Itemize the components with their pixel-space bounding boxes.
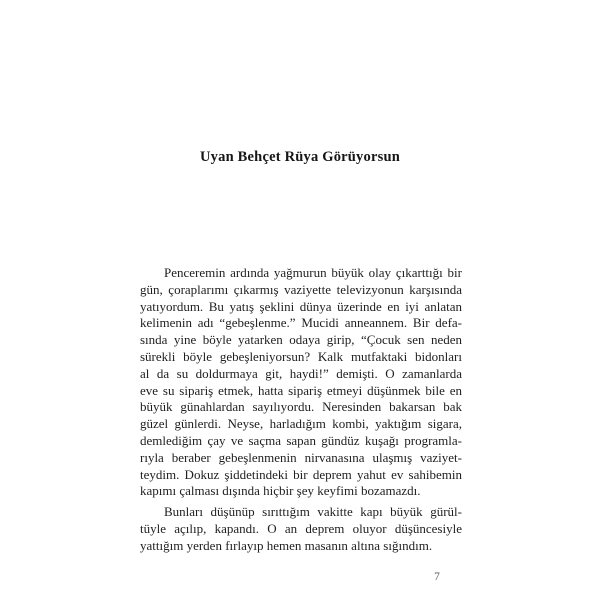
paragraph [140,504,462,554]
text-line: sürekli böyle gebeşleniyorsun? Kalk mutfaktaki bidonları [140,348,462,364]
paragraph [140,265,462,500]
text-line: kelimenin adı “gebeşlenme.” Mucidi anneannem. Bir defa- [140,315,462,331]
text-line: sında yine böyle yatarken odaya girip, “Çocuk sen neden [140,332,462,348]
text-line: Bunları düşünüp sırıttığım vakitte kapı büyük gürül- [164,504,462,520]
body-text [140,265,462,555]
text-line: gün, çoraplarımı çıkarmış vaziyette televizyonun karşısında [140,281,462,297]
chapter-title: Uyan Behçet Rüya Görüyorsun [200,149,400,165]
page-number: 7 [434,571,440,583]
text-line: tüyle açılıp, kapandı. O an deprem oluyor düşüncesiyle [140,520,462,536]
text-line: eve su sipariş etmek, hatta sipariş etmeyi düşünmek bile en [140,382,462,398]
text-line: teydim. Dokuz şiddetindeki bir deprem yahut ev sahibemin [140,466,462,482]
text-line: yatıyordum. Bu yatış şeklini dünya üzerinde en iyi anlatan [140,298,462,314]
text-line: demlediğim çay ve saçma sapan gündüz kuşağı programla- [140,432,462,448]
text-line: yattığım yerden fırlayıp hemen masanın altına sığındım. [140,537,433,553]
text-line: al da su doldurmaya git, haydi!” demişti. O zamanlarda [140,365,462,381]
text-line: rıyla beraber gebeşlenmenin nirvanasına ulaşmış vaziyet- [140,449,462,465]
text-line: kapımı çalması dışında hiçbir şey keyfimi bozamazdı. [140,483,421,499]
text-line: güzel günlerdi. Neyse, harladığım kombi, yaktığım sigara, [140,416,462,432]
text-line: Penceremin ardında yağmurun büyük olay çıkarttığı bir [164,265,462,280]
text-line: büyük günahlardan sayılıyordu. Neresinden bakarsan bak [140,399,462,415]
